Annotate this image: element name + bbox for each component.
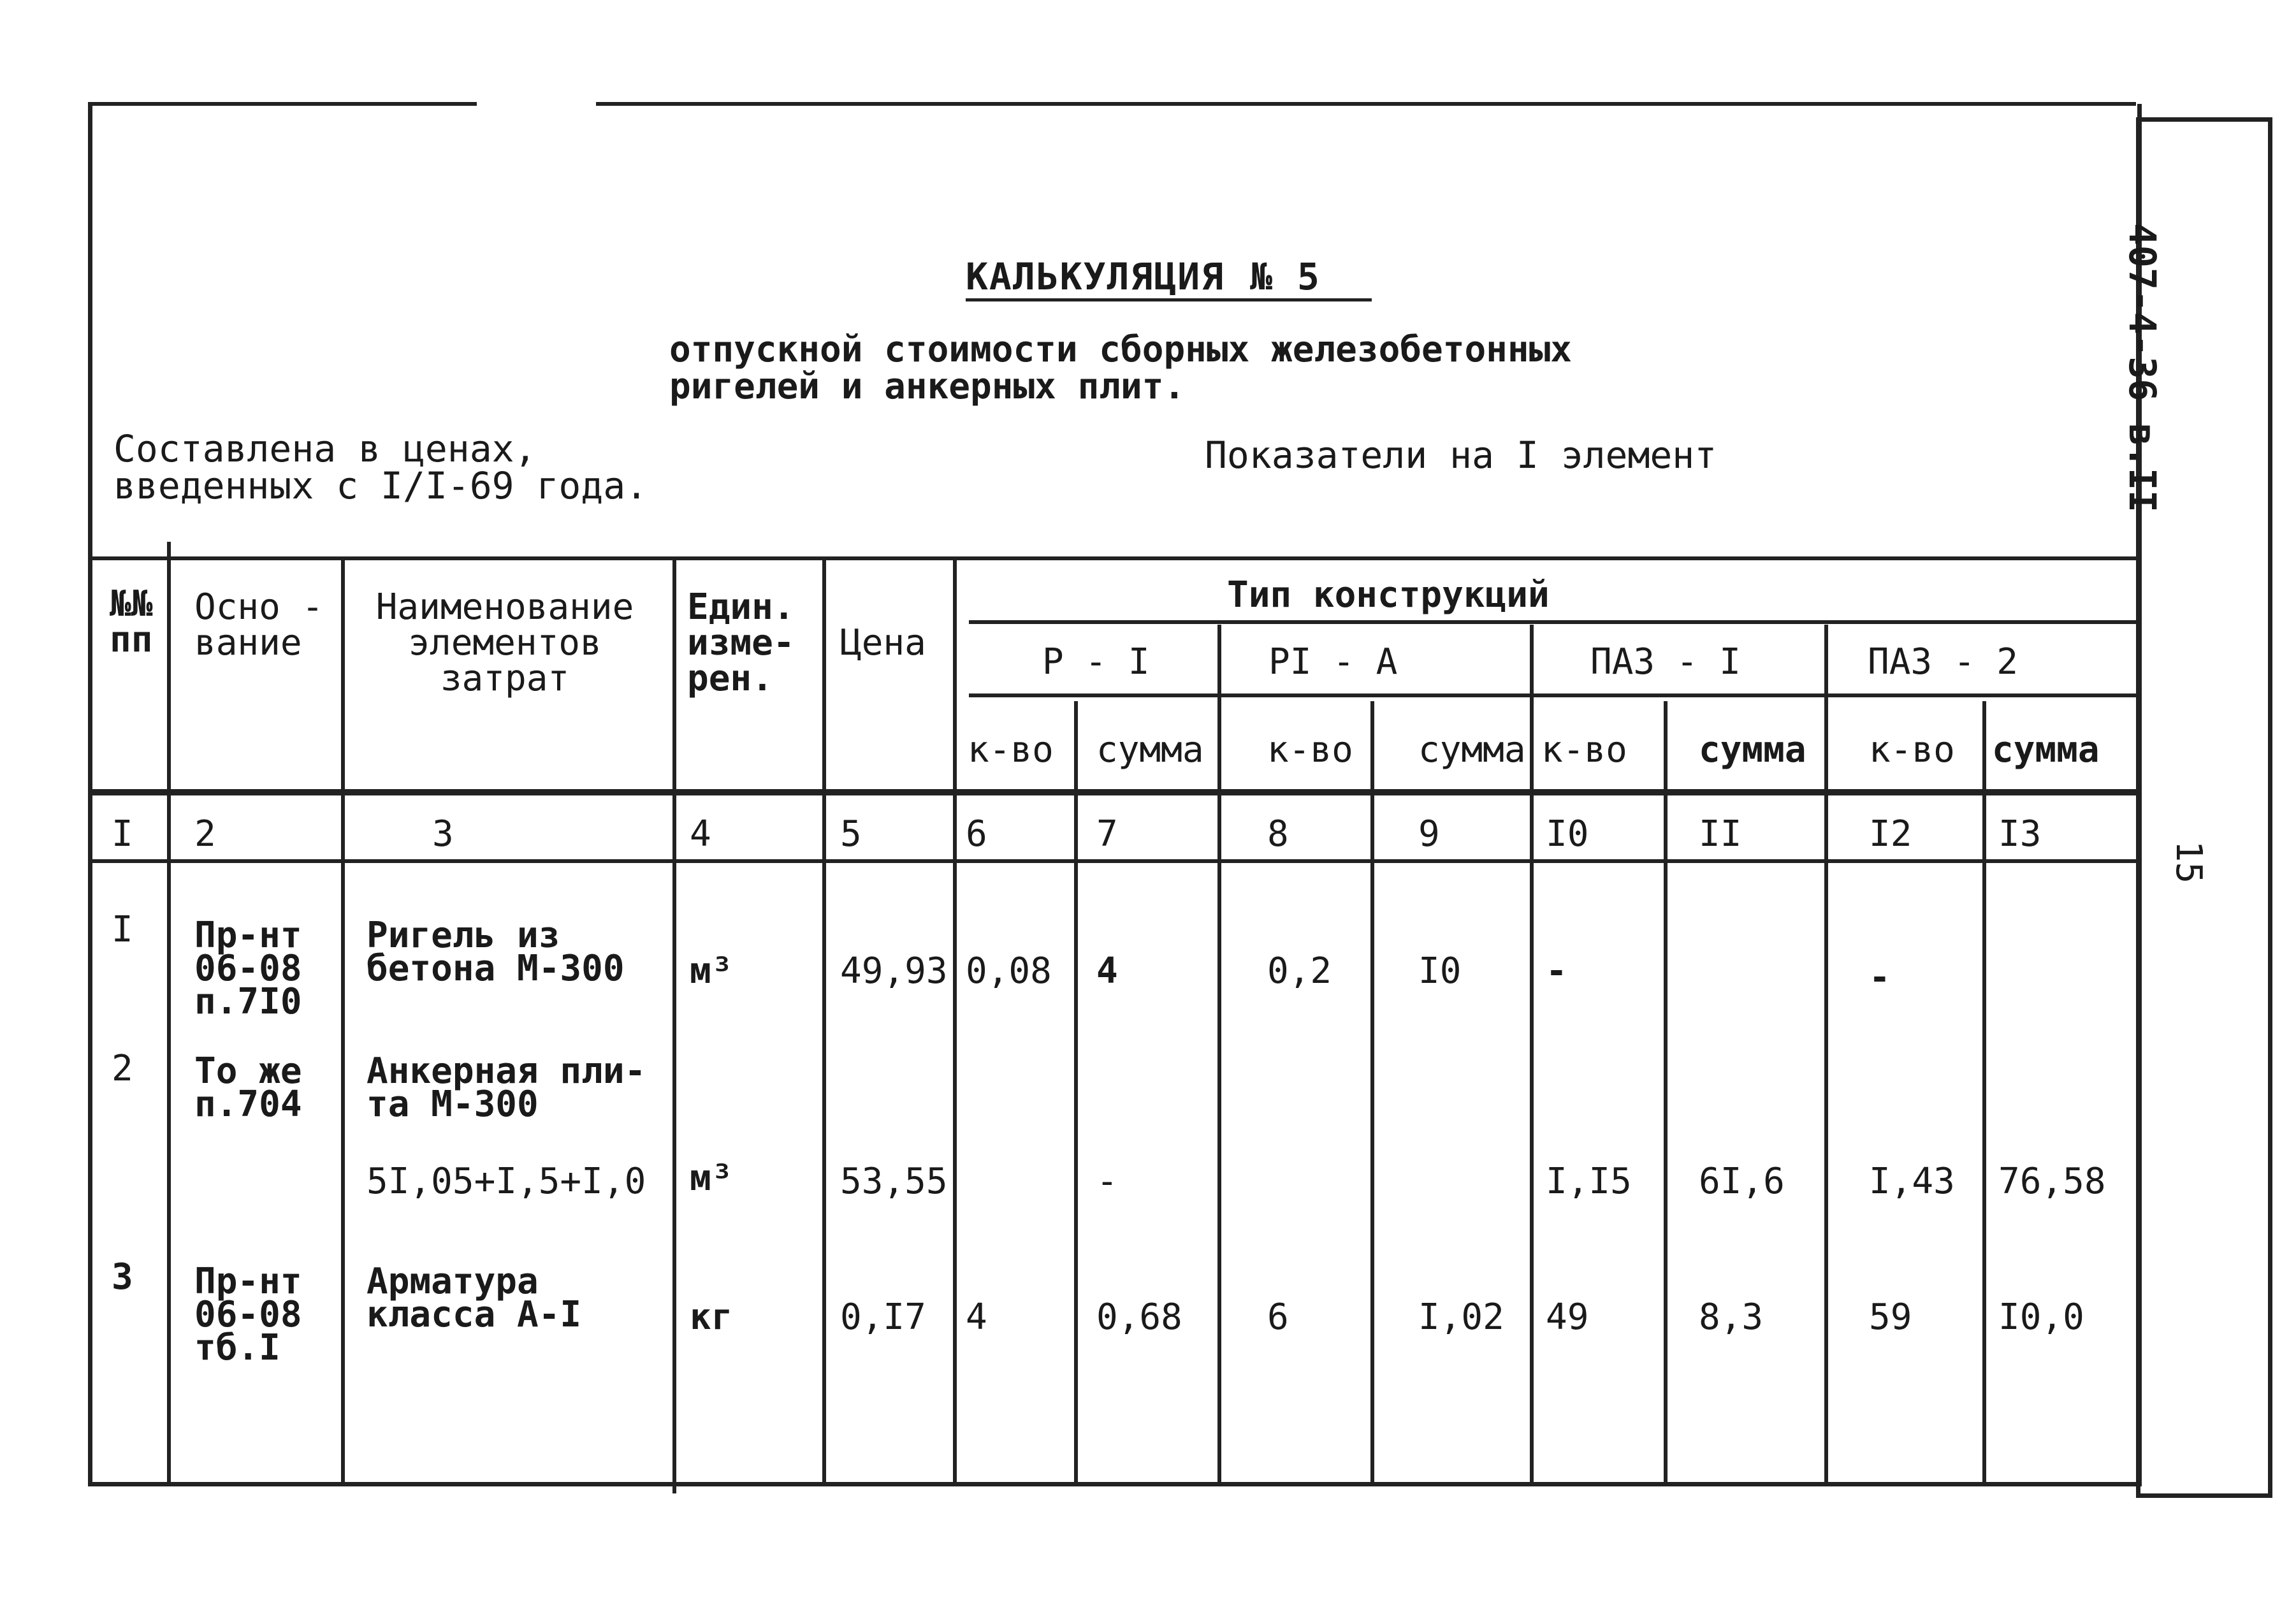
hdr-qty-3: к-во bbox=[1541, 729, 1627, 771]
page-number: 15 bbox=[2168, 840, 2210, 884]
title-text: КАЛЬКУЛЯЦИЯ bbox=[966, 255, 1225, 298]
row1-name-l2: бетона М-300 bbox=[367, 948, 625, 989]
hdr-qty-1: к-во bbox=[968, 729, 1054, 771]
col-line-10 bbox=[1664, 701, 1668, 1482]
row2-p4-qty: I,43 bbox=[1869, 1161, 1955, 1202]
hdr-type: Тип конструкций bbox=[1227, 574, 1550, 616]
page-title bbox=[966, 255, 1372, 301]
row1-name bbox=[367, 915, 625, 989]
row2-p4-sum: 76,58 bbox=[1998, 1161, 2106, 1202]
hdr-group-2: РI - А bbox=[1268, 641, 1398, 683]
hdr-name-l1: Наименование bbox=[375, 586, 634, 628]
row3-name-l1: Арматура bbox=[367, 1261, 539, 1302]
hdr-sum-3: сумма bbox=[1699, 729, 1806, 771]
row1-basis-l3: п.7I0 bbox=[194, 981, 302, 1022]
row2-num: 2 bbox=[112, 1048, 133, 1089]
colnum-11: II bbox=[1699, 813, 1742, 855]
hdr-name bbox=[365, 586, 645, 699]
title-number: № 5 bbox=[1250, 255, 1321, 298]
row3-name bbox=[367, 1261, 582, 1335]
hdr-sum-4: сумма bbox=[1992, 729, 2100, 771]
subtitle-line-2: ригелей и анкерных плит. bbox=[669, 366, 1186, 407]
colnum-10: I0 bbox=[1546, 813, 1589, 855]
colnum-1: I bbox=[112, 813, 133, 855]
col-line-4 bbox=[822, 556, 826, 1482]
row3-p1-qty: 4 bbox=[966, 1296, 987, 1338]
hdr-basis bbox=[194, 586, 324, 664]
hdr-basis-l1: Осно - bbox=[194, 586, 324, 628]
row3-unit: кг bbox=[690, 1296, 733, 1338]
col-line-3 bbox=[672, 556, 676, 1493]
hdr-num-l1: №№ bbox=[110, 583, 153, 625]
hdr-unit-l2: изме- bbox=[687, 622, 795, 664]
row1-p2-qty: 0,2 bbox=[1267, 950, 1332, 992]
hdr-name-l3: затрат bbox=[440, 658, 570, 699]
colnum-9: 9 bbox=[1418, 813, 1440, 855]
header-bottom-line bbox=[92, 789, 2136, 795]
row2-price: 53,55 bbox=[840, 1161, 948, 1202]
hdr-basis-l2: вание bbox=[194, 622, 302, 664]
row3-p3-qty: 49 bbox=[1546, 1296, 1589, 1338]
compiled-line-1: Составлена в ценах, bbox=[113, 427, 537, 470]
hdr-name-l2: элементов bbox=[408, 622, 602, 664]
row1-p4-qty: - bbox=[1869, 957, 1891, 998]
col-line-7 bbox=[1217, 625, 1221, 1482]
row1-unit: м³ bbox=[690, 950, 733, 992]
row3-name-l2: класса А-I bbox=[367, 1294, 582, 1335]
row3-p4-sum: I0,0 bbox=[1998, 1296, 2084, 1338]
row1-price: 49,93 bbox=[840, 950, 948, 992]
row3-p2-sum: I,02 bbox=[1418, 1296, 1504, 1338]
row3-basis-l3: тб.I bbox=[194, 1327, 280, 1369]
row2-unit: м³ bbox=[690, 1158, 733, 1199]
type-underline bbox=[969, 620, 2136, 624]
hdr-sum-1: сумма bbox=[1096, 729, 1204, 771]
row2-basis-l2: п.704 bbox=[194, 1084, 302, 1125]
row2-p1-sum: - bbox=[1096, 1161, 1118, 1202]
row3-basis-l1: Пр-нт bbox=[194, 1261, 302, 1302]
row3-basis bbox=[194, 1261, 302, 1369]
row2-name-l1: Анкерная пли- bbox=[367, 1050, 646, 1092]
row2-p3-qty: I,I5 bbox=[1546, 1161, 1632, 1202]
hdr-unit-l3: рен. bbox=[687, 658, 773, 699]
hdr-qty-2: к-во bbox=[1267, 729, 1353, 771]
row2-name-l2: та М-300 bbox=[367, 1084, 539, 1125]
row2-p3-sum: 6I,6 bbox=[1699, 1161, 1785, 1202]
colnum-5: 5 bbox=[840, 813, 862, 855]
col-line-12 bbox=[1982, 701, 1986, 1482]
hdr-group-3: ПАЗ - I bbox=[1590, 641, 1741, 683]
col-line-5 bbox=[953, 556, 957, 1482]
document-code: 407-4-36 в.II bbox=[2121, 223, 2164, 512]
row1-basis-l1: Пр-нт bbox=[194, 915, 302, 956]
colnum-13: I3 bbox=[1998, 813, 2042, 855]
row1-basis-l2: 06-08 bbox=[194, 948, 302, 989]
col-line-6 bbox=[1074, 701, 1078, 1482]
table-top-line bbox=[92, 556, 2136, 560]
colnum-6: 6 bbox=[966, 813, 987, 855]
hdr-num-l2: пп bbox=[110, 619, 153, 660]
subtitle bbox=[669, 331, 1625, 405]
colnum-7: 7 bbox=[1096, 813, 1118, 855]
col-line-8 bbox=[1370, 701, 1374, 1482]
row2-name bbox=[367, 1050, 646, 1125]
hdr-unit-l1: Един. bbox=[687, 586, 795, 628]
hdr-group-1: Р - I bbox=[1042, 641, 1150, 683]
row3-basis-l2: 06-08 bbox=[194, 1294, 302, 1335]
col-number-line bbox=[92, 859, 2136, 863]
colnum-2: 2 bbox=[194, 813, 216, 855]
colnum-12: I2 bbox=[1869, 813, 1912, 855]
row3-price: 0,I7 bbox=[840, 1296, 926, 1338]
row2-formula: 5I,05+I,5+I,0 bbox=[367, 1161, 646, 1202]
row3-p4-qty: 59 bbox=[1869, 1296, 1912, 1338]
col-line-2 bbox=[341, 556, 345, 1482]
hdr-price: Цена bbox=[840, 622, 926, 664]
group-underline bbox=[969, 693, 2136, 697]
row1-name-l1: Ригель из bbox=[367, 915, 560, 956]
row1-p2-sum: I0 bbox=[1418, 950, 1462, 992]
colnum-3: 3 bbox=[432, 813, 454, 855]
hdr-sum-2: сумма bbox=[1418, 729, 1526, 771]
indicators-note: Показатели на I элемент bbox=[1205, 433, 1717, 477]
row3-p1-sum: 0,68 bbox=[1096, 1296, 1182, 1338]
colnum-8: 8 bbox=[1267, 813, 1289, 855]
colnum-4: 4 bbox=[690, 813, 711, 855]
row1-num: I bbox=[112, 909, 133, 950]
row3-num: 3 bbox=[112, 1256, 133, 1298]
compiled-line-2: введенных с I/I-69 года. bbox=[113, 464, 648, 507]
row1-p1-qty: 0,08 bbox=[966, 950, 1052, 992]
col-line-9 bbox=[1530, 625, 1534, 1482]
row1-p3-qty: - bbox=[1546, 950, 1567, 992]
col-line-11 bbox=[1824, 625, 1828, 1482]
row3-p2-qty: 6 bbox=[1267, 1296, 1289, 1338]
row2-basis bbox=[194, 1050, 302, 1125]
hdr-qty-4: к-во bbox=[1869, 729, 1955, 771]
row1-basis bbox=[194, 915, 302, 1022]
row3-p3-sum: 8,3 bbox=[1699, 1296, 1764, 1338]
row1-p1-sum: 4 bbox=[1096, 950, 1118, 992]
row2-basis-l1: То же bbox=[194, 1050, 302, 1092]
hdr-group-4: ПАЗ - 2 bbox=[1868, 641, 2019, 683]
hdr-num bbox=[110, 583, 153, 660]
compiled-note bbox=[113, 427, 751, 507]
hdr-unit bbox=[687, 586, 795, 699]
col-line-1 bbox=[167, 542, 171, 1482]
subtitle-line-1: отпускной стоимости сборных железобетонных bbox=[669, 329, 1573, 370]
